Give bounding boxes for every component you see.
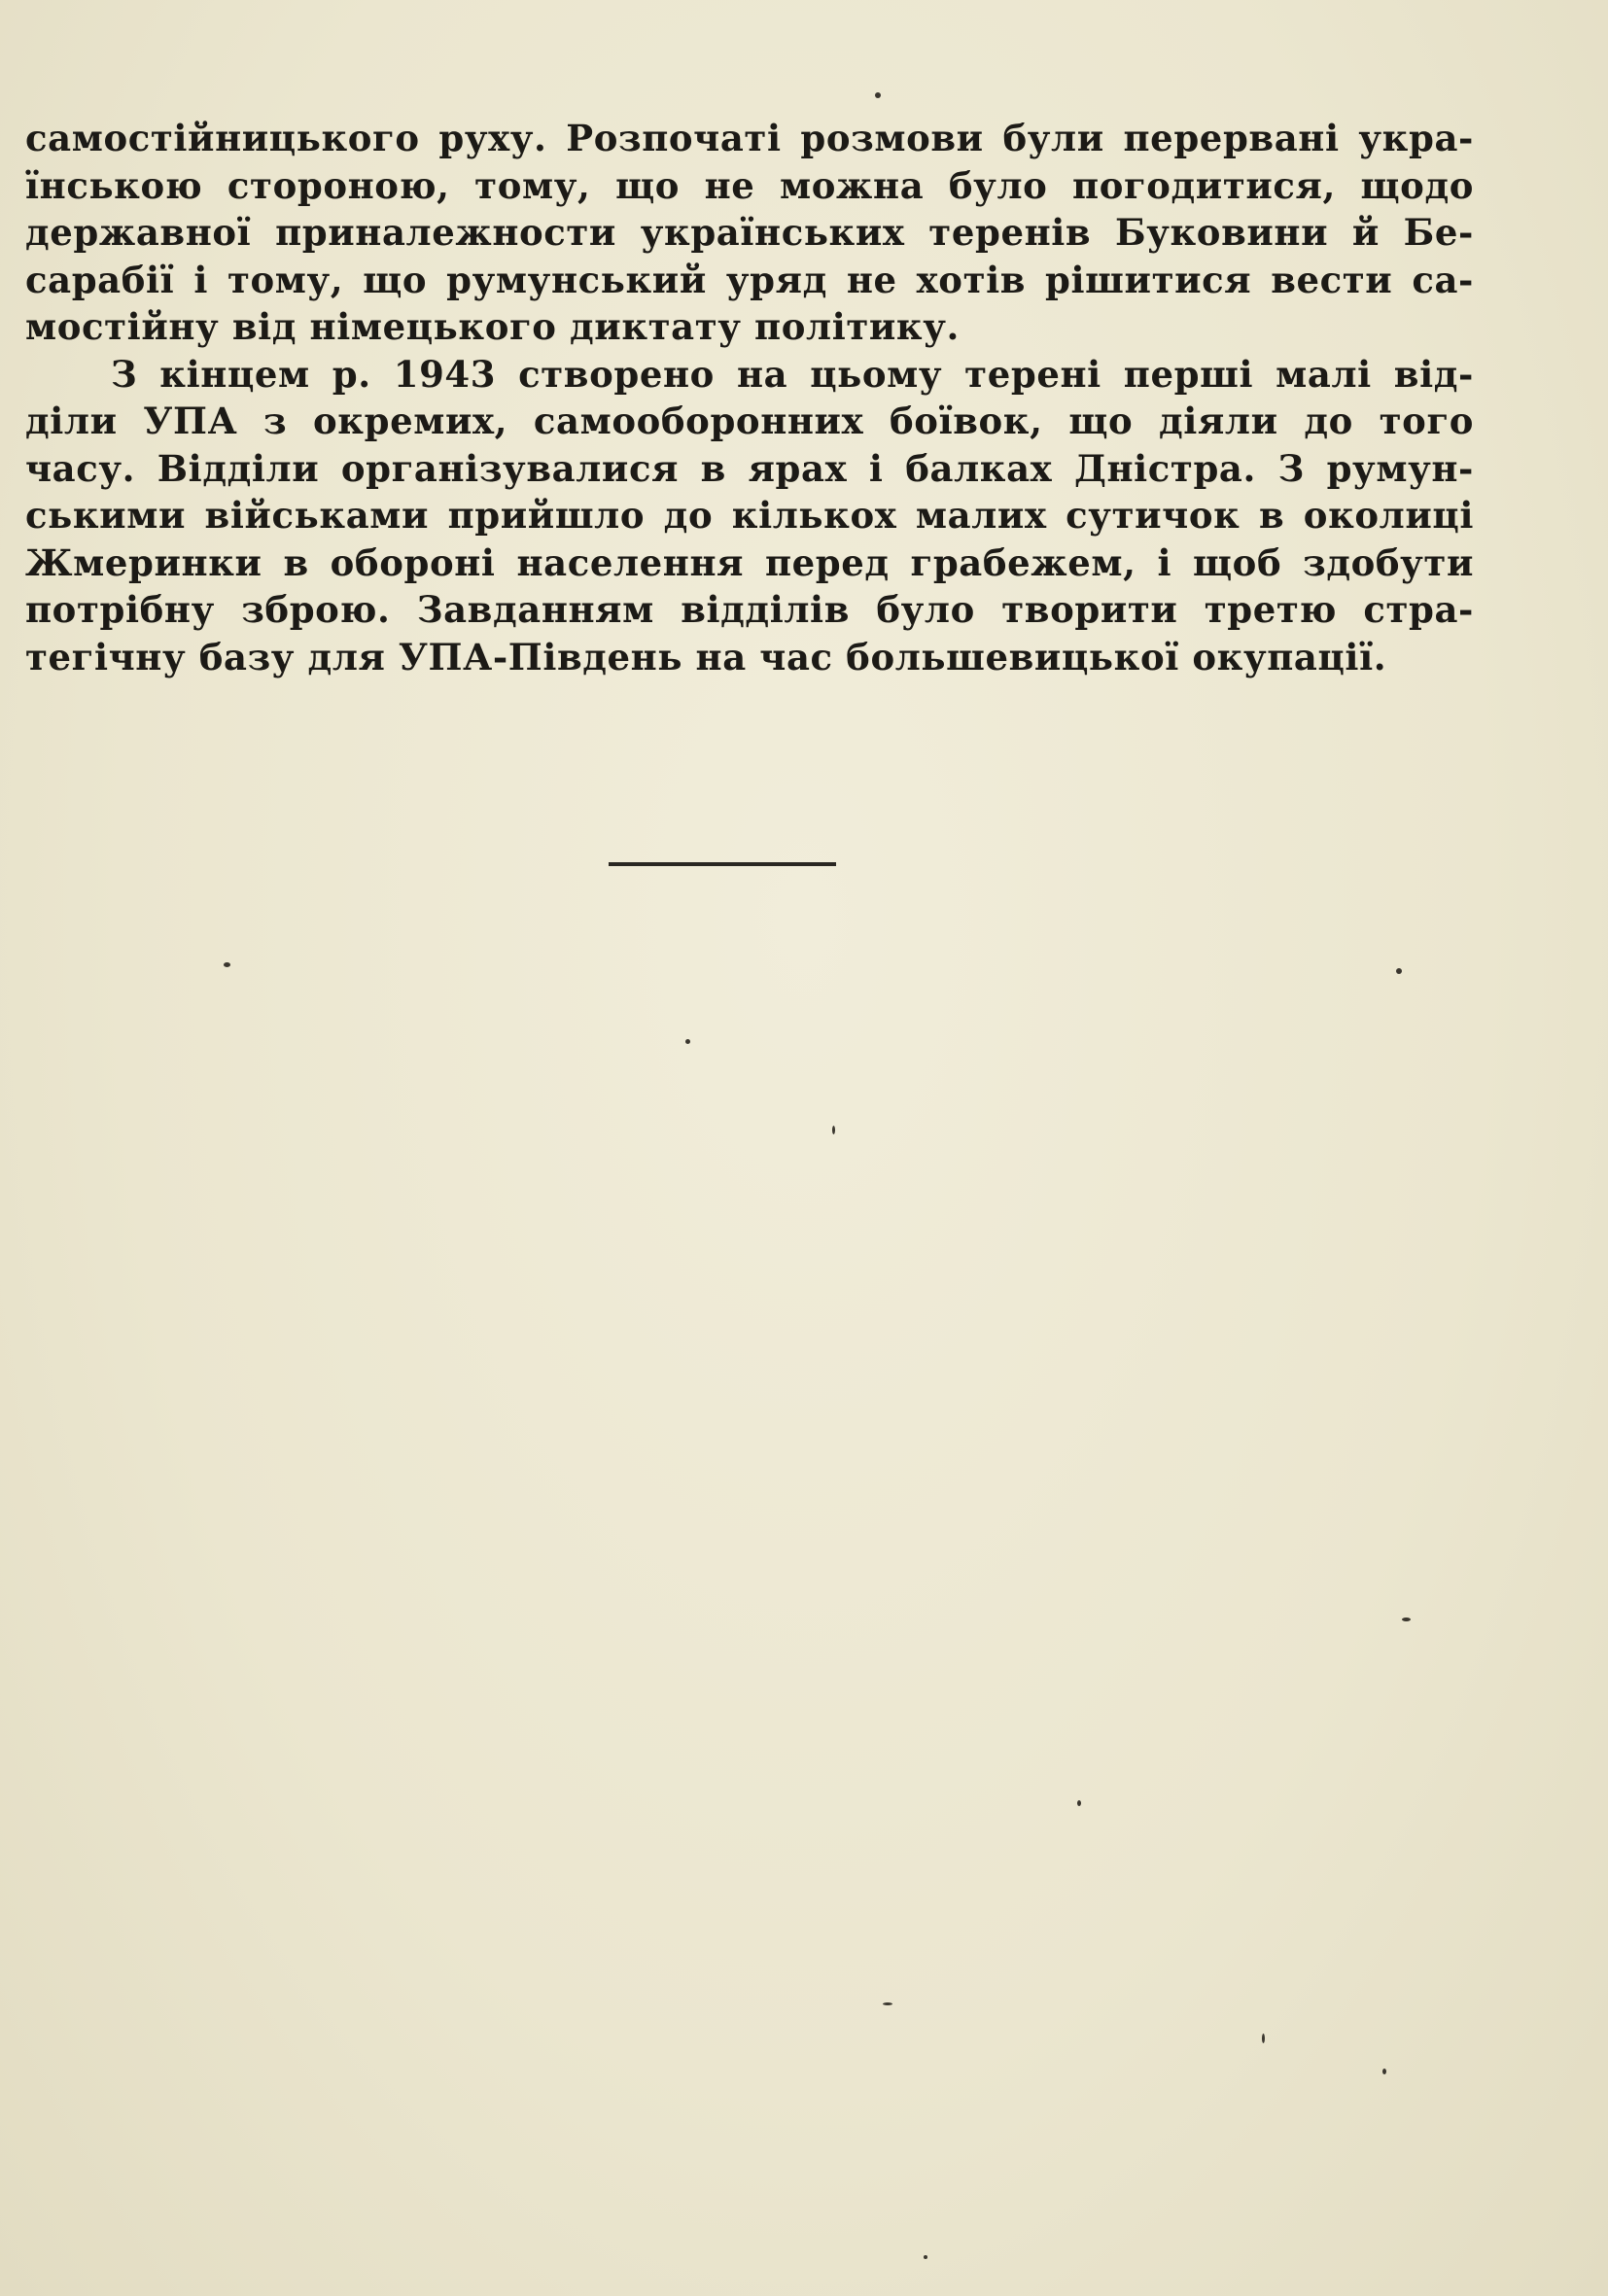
text-line: тегічну базу для УПА-Південь на час большевицької окупації.	[25, 635, 1387, 678]
text-line: мостійну від німецького диктату політику.	[25, 305, 960, 348]
body-text	[25, 115, 1474, 680]
paper-speck	[1402, 1618, 1411, 1621]
text-line: ськими військами прийшло до кількох малих сутичок в околиці	[25, 494, 1474, 537]
paper-speck	[224, 962, 230, 967]
text-line: діли УПА з окремих, самооборонних боївок, що діяли до того	[25, 400, 1474, 442]
paper-speck	[924, 2255, 927, 2259]
paper-speck	[685, 1039, 690, 1044]
text-line: їнською стороною, тому, що не можна було погодитися, щодо	[25, 163, 1474, 207]
paper-speck	[1262, 2034, 1265, 2043]
paper-speck	[883, 2002, 892, 2005]
text-line: Жмеринки в обороні населення перед грабежем, і щоб здобути	[25, 540, 1474, 584]
paper-speck	[1077, 1800, 1081, 1806]
text-line: потрібну зброю. Завданням відділів було творити третю стра-	[25, 588, 1474, 631]
text-line: сарабії і тому, що румунський уряд не хотів рішитися вести са-	[25, 258, 1474, 301]
paper-speck	[875, 92, 881, 98]
text-line: часу. Відділи організувалися в ярах і балках Дністра. З румун-	[25, 446, 1474, 490]
paper-speck	[1382, 2069, 1386, 2074]
text-line: самостійницького руху. Розпочаті розмови були перервані укра-	[25, 117, 1474, 159]
paper-speck	[1396, 968, 1402, 974]
section-divider	[609, 862, 836, 866]
text-line: З кінцем р. 1943 створено на цьому терені перші малі від-	[111, 352, 1474, 396]
text-line: державної приналежности українських теренів Буковини й Бе-	[25, 211, 1474, 254]
paper-speck	[832, 1126, 835, 1134]
